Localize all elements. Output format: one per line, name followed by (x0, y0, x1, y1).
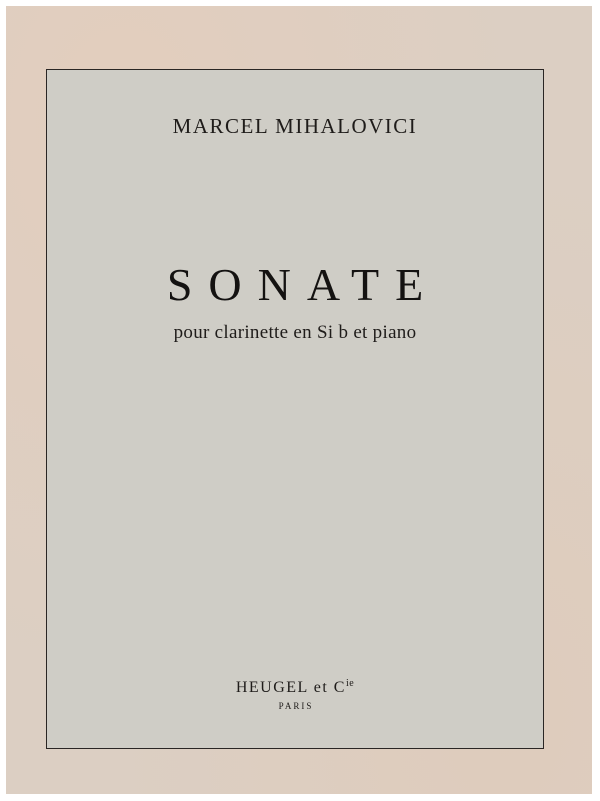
cover-frame (46, 69, 544, 749)
work-title: SONATE (166, 259, 440, 310)
publisher-name-superscript: ie (345, 678, 355, 689)
publisher-city: PARIS (278, 701, 314, 711)
composer-name: MARCEL MIHALOVICI (172, 114, 418, 138)
publisher-name (47, 678, 543, 697)
publisher-name-text: HEUGEL et C (235, 679, 346, 696)
score-cover-page (6, 6, 592, 794)
instrumentation-subtitle: pour clarinette en Si b et piano (173, 322, 417, 343)
